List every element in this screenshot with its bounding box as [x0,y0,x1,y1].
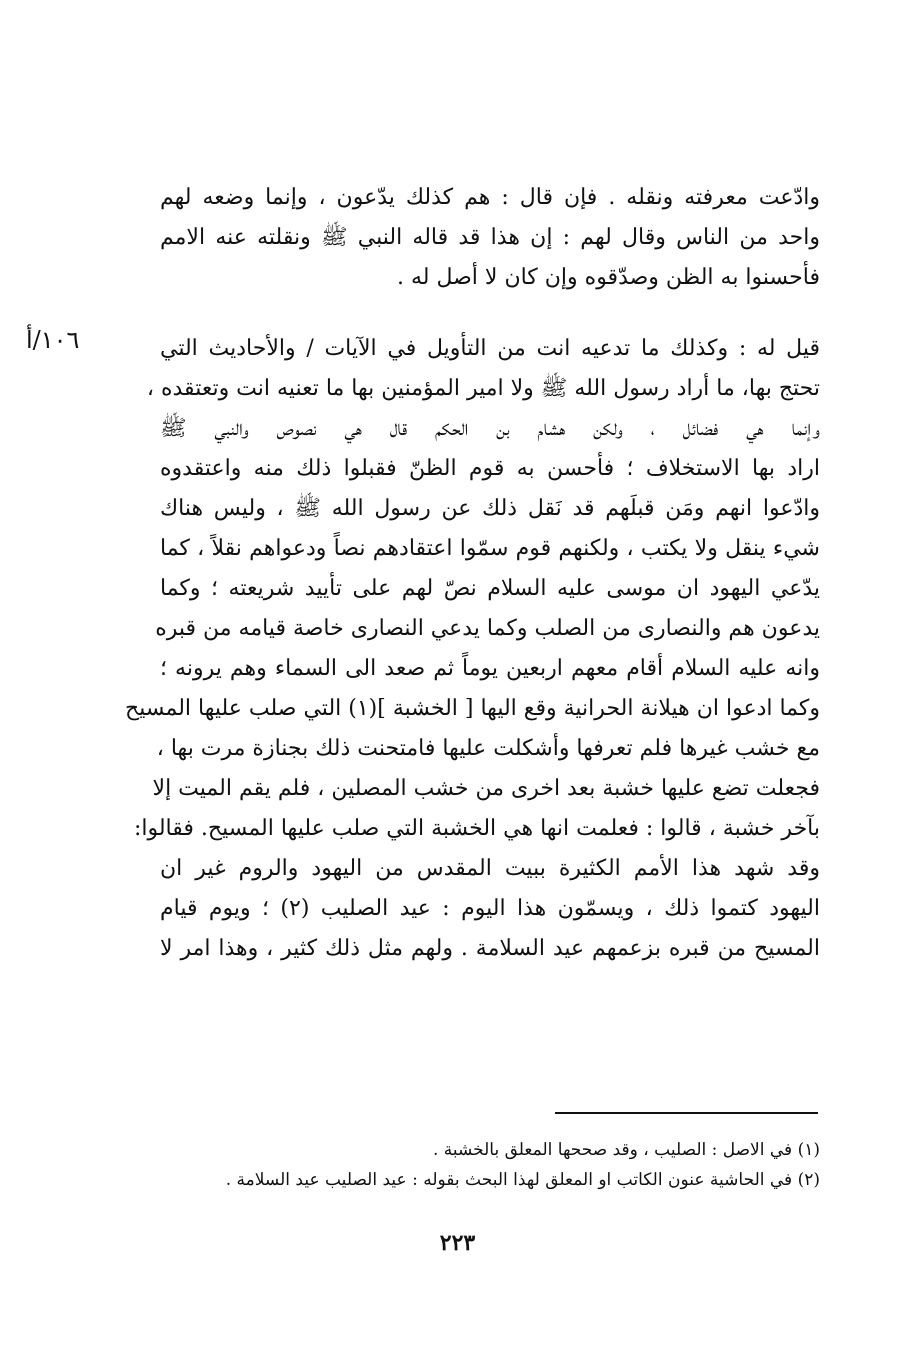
text-line: وادّعوا انهم ومَن قبلَهم قد نَقل ذلك عن رسول الله ﷺ ، وليس هناك [160,496,820,521]
text-line: فجعلت تضع عليها خشبة بعد اخرى من خشب المصلين ، فلم يقم الميت إلا [152,776,820,801]
text-line: فأحسنوا به الظن وصدّقوه وإن كان لا أصل له . [396,265,820,290]
text-line: اراد بها الاستخلاف ؛ فأحسن به قوم الظنّ فقبلوا ذلك منه واعتقدوه [160,456,820,481]
footnotes [160,1135,820,1195]
footnote: (٢) في الحاشية عنون الكاتب او المعلق لهذا البحث بقوله : عيد الصليب عيد السلامة . [225,1170,820,1190]
text-line: تحتج بها، ما أراد رسول الله ﷺ ولا امير المؤمنين بها ما تعنيه انت وتعتقده ، [146,376,820,401]
text-line: وكما ادعوا ان هيلانة الحرانية وقع اليها [ الخشبة ](١) التي صلب عليها المسيح [125,696,820,721]
text-line: اليهود كتموا ذلك ، ويسمّون هذا اليوم : عيد الصليب (٢) ؛ ويوم قيام [160,896,820,921]
text-line: مع خشب غيرها فلم تعرفها وأشكلت عليها فامتحنت ذلك بجنازة مرت بها ، [156,736,820,761]
folio-margin-note: ١٠٦/أ [26,326,80,354]
text-line: يدّعي اليهود ان موسى عليه السلام نصّ لهم على تأييد شريعته ؛ وكما [160,576,820,601]
text-line: وقد شهد هذا الأمم الكثيرة ببيت المقدس من اليهود والروم غير ان [160,856,820,881]
paragraph-2 [125,329,820,969]
text-line: قيل له : وكذلك ما تدعيه انت من التأويل في الآيات / والأحاديث التي [160,336,820,361]
footnote-separator [555,1112,818,1114]
text-line: وإنما هي فضائل ، ولكن هشام بن الحكم قال هي نصوص والنبي ﷺ [160,416,820,441]
text-line: يدعون هم والنصارى من الصلب وكما يدعي النصارى خاصة قيامه من قبره [155,616,820,641]
text-line: وانه عليه السلام أقام معهم اربعين يوماً ثم صعد الى السماء وهم يرونه ؛ [160,656,820,681]
paragraph-1 [160,178,820,298]
footnote: (١) في الاصل : الصليب ، وقد صححها المعلق بالخشبة . [432,1140,820,1160]
text-line: شيء ينقل ولا يكتب ، ولكنهم قوم سمّوا اعتقادهم نصاً ودعواهم نقلاً ، كما [160,536,820,561]
text-line: بآخر خشبة ، قالوا : فعلمت انها هي الخشبة التي صلب عليها المسيح. فقالوا: [133,816,820,841]
text-line: المسيح من قبره بزعمهم عيد السلامة . ولهم مثل ذلك كثير ، وهذا امر لا [160,936,820,961]
text-line: وادّعت معرفته ونقله . فإن قال : هم كذلك يدّعون ، وإنما وضعه لهم [160,185,820,210]
text-line: واحد من الناس وقال لهم : إن هذا قد قاله النبي ﷺ ونقلته عنه الامم [160,225,820,250]
page-number: ٢٢٣ [439,1230,476,1256]
